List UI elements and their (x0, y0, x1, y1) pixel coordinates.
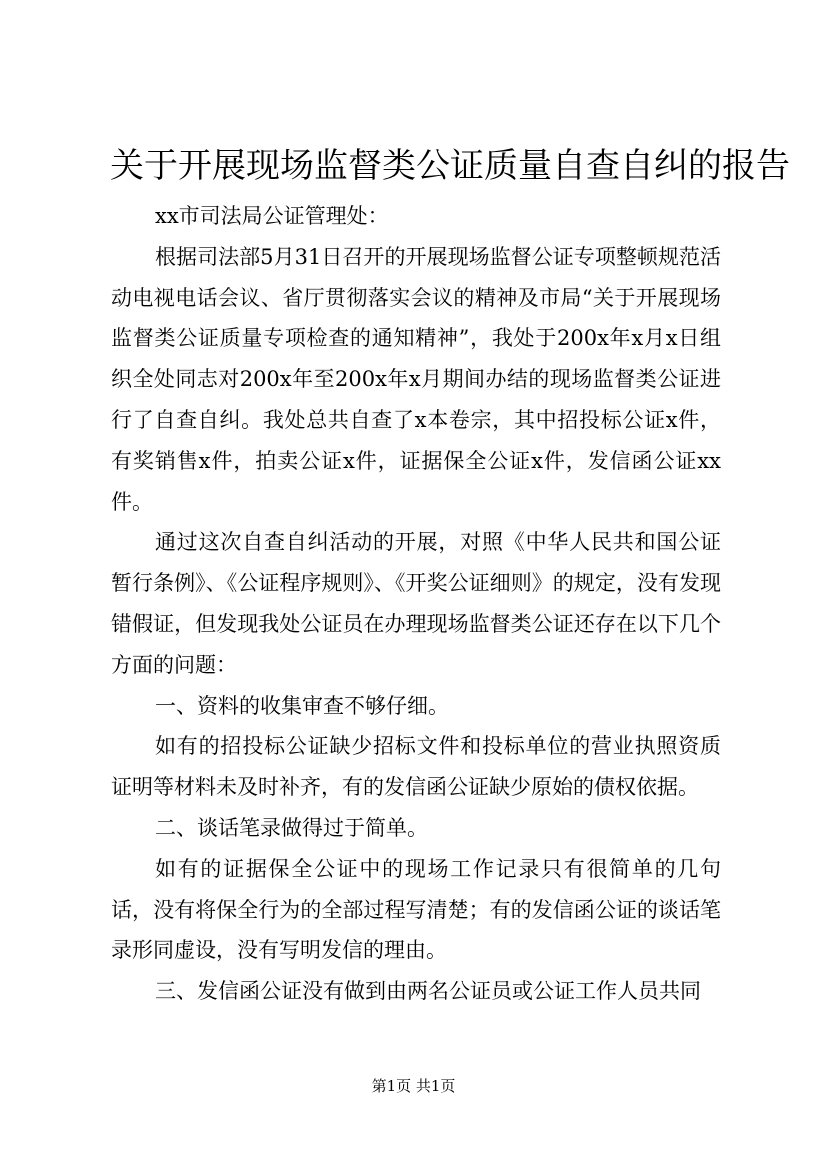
paragraph-section-1: 如有的招投标公证缺少招标文件和投标单位的营业执照资质证明等材料未及时补齐，有的发信函公证缺少原始的债权依据。 (111, 734, 721, 800)
paragraph-section-2: 如有的证据保全公证中的现场工作记录只有很简单的几句话，没有将保全行为的全部过程写清楚；有的发信函公证的谈话笔录形同虚设，没有写明发信的理由。 (111, 856, 721, 963)
salutation: xx市司法局公证管理处： (155, 204, 389, 228)
paragraph-findings: 通过这次自查自纠活动的开展，对照《中华人民共和国公证暂行条例》、《公证程序规则》、《开奖公证细则》的规定，没有发现错假证，但发现我处公证员在办理现场监督类公证还存在以下几个方面的问题： (111, 530, 721, 677)
document-body (111, 196, 721, 1012)
paragraph-intro: 根据司法部5月31日召开的开展现场监督公证专项整顿规范活动电视电话会议、省厅贯彻落实会议的精神及市局“关于开展现场监督类公证质量专项检查的通知精神”，我处于200x年x月x日组织全处同志对200x年至200x年x月期间办结的现场监督类公证进行了自查自纠。我处总共自查了x本卷宗，其中招投标公证x件，有奖销售x件，拍卖公证x件，证据保全公证x件，发信函公证xx件。 (111, 244, 721, 514)
section-heading-3: 三、发信函公证没有做到由两名公证员或公证工作人员共同 (155, 979, 701, 1004)
section-heading-2: 二、谈话笔录做得过于简单。 (155, 815, 428, 840)
page-number-footer: 第1页 共1页 (371, 1077, 456, 1095)
document-title: 关于开展现场监督类公证质量自查自纠的报告 (110, 146, 790, 186)
section-heading-1: 一、资料的收集审查不够仔细。 (155, 693, 449, 718)
